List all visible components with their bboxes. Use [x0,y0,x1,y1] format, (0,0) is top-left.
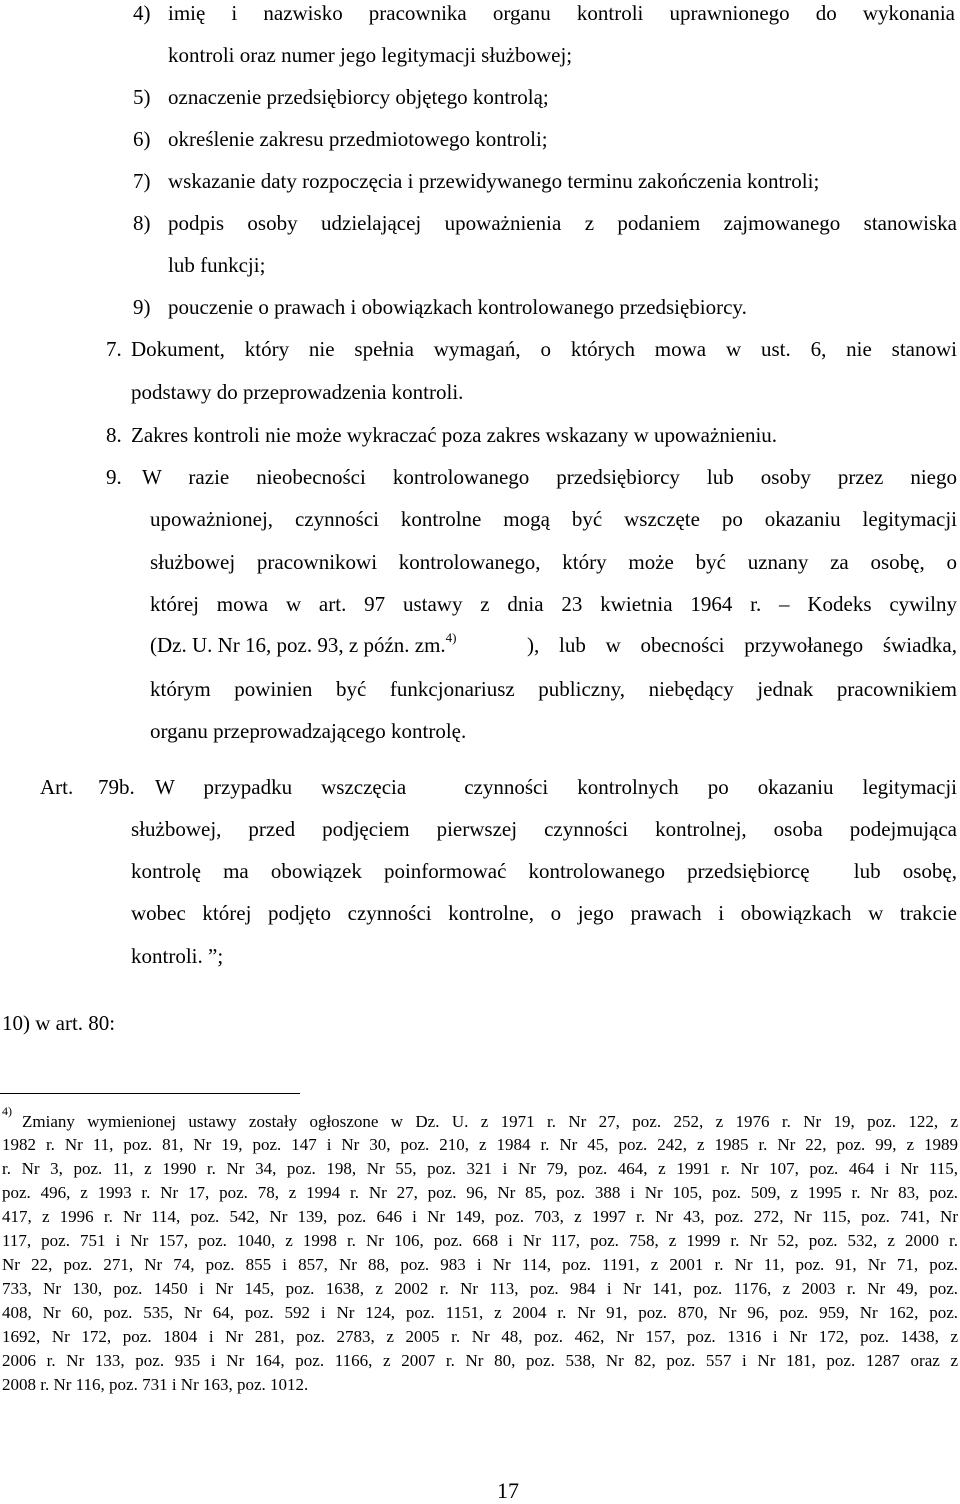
paragraph-text: W razie nieobecności kontrolowanego przedsiębiorcy lub osoby przez niego [142,465,957,489]
list-text: kontroli oraz numer jego legitymacji służbowej; [168,43,573,67]
footnote-text: 2006 r. Nr 133, poz. 935 i Nr 164, poz. 1166, z 2007 r. Nr 80, poz. 538, Nr 82, poz. 557 i Nr 181, poz. 1287 oraz z [2,1351,958,1370]
article-text: kontrolę ma obowiązek poinformować kontrolowanego przedsiębiorcę lub osobę, [131,859,957,883]
footnote-separator [0,1093,300,1094]
page-number: 17 [497,1478,519,1503]
paragraph-text: organu przeprowadzającego kontrolę. [150,719,467,743]
footnote-text: 117, poz. 751 i Nr 157, poz. 1040, z 1998 r. Nr 106, poz. 668 i Nr 117, poz. 758, z 1999 r. Nr 52, poz. 532, z 2000 r. [2,1231,958,1250]
list-text: określenie zakresu przedmiotowego kontroli; [168,127,548,151]
paragraph-text: służbowej pracownikowi kontrolowanego, który może być uznany za osobę, o [150,550,957,574]
paragraph-text: upoważnionej, czynności kontrolne mogą być wszczęte po okazaniu legitymacji [150,507,957,531]
footnote-text: Nr 22, poz. 271, Nr 74, poz. 855 i 857, Nr 88, poz. 983 i Nr 114, poz. 1191, z 2001 r. Nr 11, poz. 91, Nr 71, poz. [2,1255,958,1274]
paragraph-number: 9. [106,465,122,489]
paragraph-text: Zakres kontroli nie może wykraczać poza zakres wskazany w upoważnieniu. [131,423,778,447]
footnote-text: 408, Nr 60, poz. 535, Nr 64, poz. 592 i Nr 124, poz. 1151, z 2004 r. Nr 91, poz. 870, Nr 96, poz. 959, Nr 162, poz. [2,1303,958,1322]
item-10: 10) w art. 80: [2,1011,116,1035]
list-text: imię i nazwisko pracownika organu kontroli uprawnionego do wykonania [168,1,955,25]
article-number: 79b. [98,775,135,799]
list-label: 6) [133,127,151,151]
paragraph-text: którym powinien być funkcjonariusz publiczny, niebędący jednak pracownikiem [150,677,957,701]
paragraph-text: której mowa w art. 97 ustawy z dnia 23 kwietnia 1964 r. – Kodeks cywilny [150,592,957,616]
paragraph-text: Dokument, który nie spełnia wymagań, o których mowa w ust. 6, nie stanowi [131,337,957,361]
paragraph-number: 8. [106,423,122,447]
article-text: służbowej, przed podjęciem pierwszej czynności kontrolnej, osoba podejmująca [131,817,957,841]
list-label: 9) [133,295,151,319]
footnote-text: 2008 r. Nr 116, poz. 731 i Nr 163, poz. 1012. [2,1375,309,1394]
footnote-reference: 4) [445,630,457,645]
footnote-text: Zmiany wymienionej ustawy zostały ogłoszone w Dz. U. z 1971 r. Nr 27, poz. 252, z 1976 r. Nr 19, poz. 122, z [22,1112,958,1131]
list-text: wskazanie daty rozpoczęcia i przewidywanego terminu zakończenia kontroli; [168,169,820,193]
footnote-text: r. Nr 3, poz. 11, z 1990 r. Nr 34, poz. 198, Nr 55, poz. 321 i Nr 79, poz. 464, z 1991 r. Nr 107, poz. 464 i Nr 115, [2,1159,958,1178]
paragraph-line-with-footnote [150,630,957,657]
list-label: 5) [133,85,151,109]
paragraph-text: ), lub w obecności przywołanego świadka, [527,633,957,657]
list-text: oznaczenie przedsiębiorcy objętego kontrolą; [168,85,549,109]
list-text: pouczenie o prawach i obowiązkach kontrolowanego przedsiębiorcy. [168,295,747,319]
footnote-text: poz. 496, z 1993 r. Nr 17, poz. 78, z 1994 r. Nr 27, poz. 96, Nr 85, poz. 388 i Nr 105, poz. 509, z 1995 r. Nr 83, poz. [2,1183,958,1202]
list-label: 8) [133,211,151,235]
paragraph-text: (Dz. U. Nr 16, poz. 93, z późn. zm.$^{4)}$ [150,630,457,657]
article-text: W przypadku wszczęcia czynności kontrolnych po okazaniu legitymacji [155,775,957,799]
paragraph-number: 7. [106,337,122,361]
list-text: lub funkcji; [168,253,266,277]
article-text: kontroli. ”; [131,944,224,968]
list-text: podpis osoby udzielającej upoważnienia z podaniem zajmowanego stanowiska [168,211,957,235]
paragraph-text: podstawy do przeprowadzenia kontroli. [131,380,464,404]
footnote-text: 1692, Nr 172, poz. 1804 i Nr 281, poz. 2783, z 2005 r. Nr 48, poz. 462, Nr 157, poz. 1316 i Nr 172, poz. 1438, z [2,1327,958,1346]
list-label: 4) [133,1,151,25]
article-label: Art. [40,775,74,799]
footnote-text: 733, Nr 130, poz. 1450 i Nr 145, poz. 1638, z 2002 r. Nr 113, poz. 984 i Nr 141, poz. 1176, z 2003 r. Nr 49, poz. [2,1279,958,1298]
list-label: 7) [133,169,151,193]
footnote-text: 417, z 1996 r. Nr 114, poz. 542, Nr 139, poz. 646 i Nr 149, poz. 703, z 1997 r. Nr 43, poz. 272, Nr 115, poz. 741, Nr [2,1207,958,1226]
article-text: wobec której podjęto czynności kontrolne, o jego prawach i obowiązkach w trakcie [131,901,957,925]
footnote-text: 1982 r. Nr 11, poz. 81, Nr 19, poz. 147 i Nr 30, poz. 210, z 1984 r. Nr 45, poz. 242, z 1985 r. Nr 22, poz. 99, z 1989 [2,1135,958,1154]
